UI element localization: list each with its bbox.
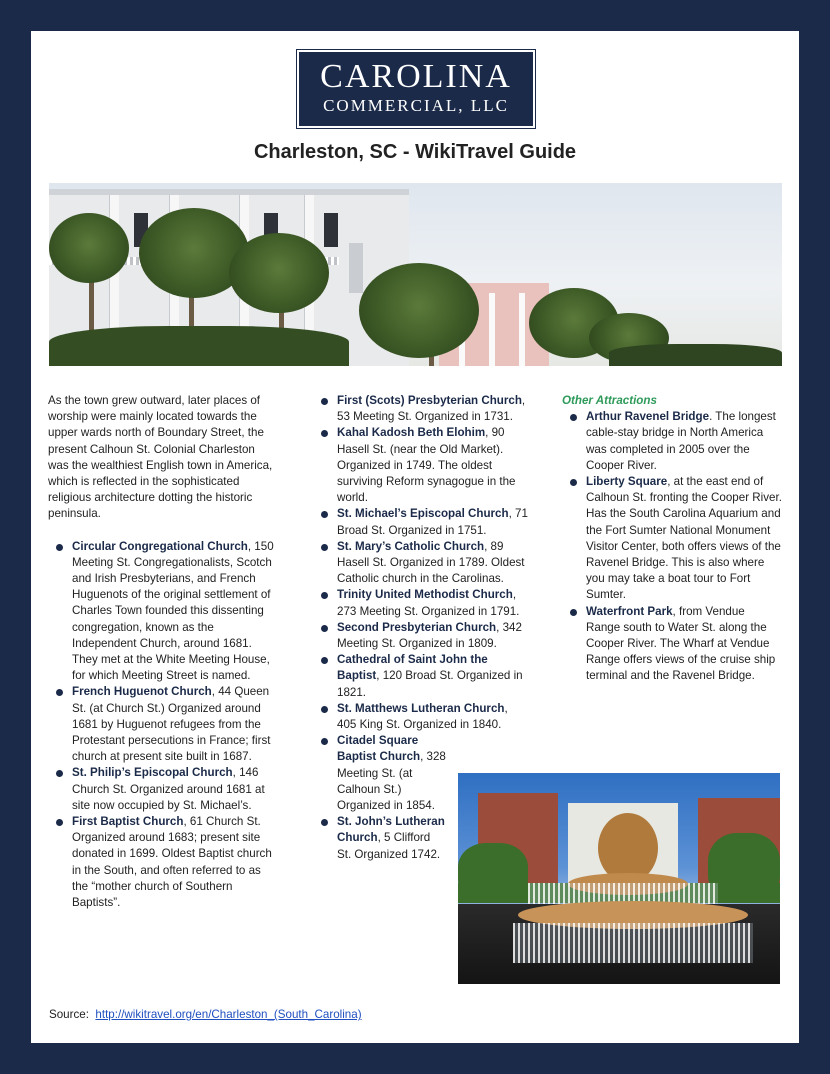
page-title: Charleston, SC - WikiTravel Guide <box>253 141 577 163</box>
column-3 <box>562 393 782 685</box>
church-details: , 44 Queen St. (at Church St.) Organized around 1681 by Huguenot refugees from the Protestant persecutions in France; first church at present site built in 1687. <box>72 685 271 764</box>
church-name: French Huguenot Church <box>72 685 212 699</box>
church-details: , 120 Broad St. Organized in 1821. <box>337 669 523 699</box>
church-name: First Baptist Church <box>72 815 184 829</box>
church-name: Trinity United Methodist Church <box>337 588 513 602</box>
attraction-details: , at the east end of Calhoun St. fronting the Cooper River. Has the South Carolina Aquarium and the Fort Sumter National Monument Visitor Center, both offers views of the Ravenel Bridge. This is also where you may take a boat tour to Fort Sumter. <box>586 475 782 602</box>
attraction-name: Waterfront Park <box>586 604 673 618</box>
logo-line-2: COMMERCIAL, LLC <box>323 96 509 115</box>
list-item <box>562 409 782 474</box>
church-name: St. Mary’s Catholic Church <box>337 539 485 553</box>
church-list-1 <box>48 539 276 912</box>
column-1 <box>48 393 276 911</box>
list-item <box>562 604 782 685</box>
list-item <box>313 587 528 619</box>
other-attractions-heading: Other Attractions <box>562 394 657 407</box>
list-item <box>48 684 276 765</box>
list-item <box>313 701 528 733</box>
source-citation <box>49 1008 362 1021</box>
church-name: Second Presbyterian Church <box>337 620 497 634</box>
company-logo <box>297 50 535 128</box>
church-details: , 61 Church St. Organized around 1683; present site donated in 1699. Oldest Baptist church in the South, and often referred to as the “mother church of Southern Baptists”. <box>72 815 272 910</box>
church-details: , 273 Meeting St. Organized in 1791. <box>337 588 520 618</box>
church-name: St. Philip’s Episcopal Church <box>72 766 233 780</box>
attraction-name: Liberty Square <box>586 475 668 489</box>
church-name: Kahal Kadosh Beth Elohim <box>337 426 486 440</box>
church-details: , 405 King St. Organized in 1840. <box>337 701 508 732</box>
church-name: St. John’s Lutheran Church <box>337 815 445 845</box>
church-details: , 71 Broad St. Organized in 1751. <box>337 507 528 537</box>
list-item <box>313 506 528 538</box>
church-details: , 328 Meeting St. (at Calhoun St.) Organized in 1854. <box>337 750 446 813</box>
church-details: , 5 Clifford St. Organized 1742. <box>337 831 441 861</box>
list-item <box>313 652 528 701</box>
list-item <box>313 620 528 652</box>
church-details: , 90 Hasell St. (near the Old Market). Organized in 1749. The oldest surviving Reform synagogue in the world. <box>337 426 516 505</box>
pineapple-fountain-photo <box>458 773 780 984</box>
intro-paragraph: As the town grew outward, later places of worship were mainly located towards the upper wards north of Boundary Street, the present Calhoun St. Colonial Charleston was the wealthiest English town in America, which is reflected in the sophisticated religious architecture dotting the historic peninsula. <box>48 394 273 521</box>
list-item <box>313 425 528 506</box>
source-label: Source: <box>49 1008 89 1021</box>
list-item <box>313 733 447 814</box>
church-details: , 150 Meeting St. Congregationalists, Scotch and Irish Presbyterians, and French Huguenots of the original settlement of Charles Town founded this dissenting congregation, known as the Independent Church, around 1681. They met at the White Meeting House, for which Meeting Street is named. <box>72 539 274 683</box>
church-name: Citadel Square Baptist Church <box>337 734 421 764</box>
church-name: St. Michael’s Episcopal Church <box>337 507 509 521</box>
charleston-mansions-photo <box>49 183 782 366</box>
church-details: , 89 Hasell St. Organized in 1789. Oldest Catholic church in the Carolinas. <box>337 539 525 586</box>
attraction-name: Arthur Ravenel Bridge <box>586 410 710 424</box>
church-details: , 146 Church St. Organized around 1681 at site now occupied by St. Michael’s. <box>72 766 265 812</box>
source-link[interactable]: http://wikitravel.org/en/Charleston_(South_Carolina) <box>95 1008 362 1021</box>
church-name: First (Scots) Presbyterian Church <box>337 394 522 407</box>
list-item <box>313 393 528 425</box>
attraction-details: , from Vendue Range south to Water St. along the Cooper River. The Wharf at Vendue Range offers views of the cruise ship terminal and the Ravenel Bridge. <box>586 604 776 683</box>
church-details: , 53 Meeting St. Organized in 1731. <box>337 394 526 424</box>
list-item <box>313 814 447 863</box>
list-item <box>48 539 276 685</box>
church-name: St. Matthews Lutheran Church <box>337 701 505 715</box>
church-name: Circular Congregational Church <box>72 539 248 553</box>
list-item <box>48 765 276 814</box>
logo-line-1: CAROLINA <box>320 58 512 95</box>
page <box>31 31 799 1043</box>
attraction-list <box>562 409 782 684</box>
list-item <box>313 539 528 588</box>
list-item <box>562 474 782 604</box>
list-item <box>48 814 276 911</box>
church-details: , 342 Meeting St. Organized in 1809. <box>337 620 522 651</box>
church-name: Cathedral of Saint John the Baptist <box>337 653 488 683</box>
attraction-details: . The longest cable-stay bridge in North America was completed in 2005 over the Cooper River. <box>586 410 776 472</box>
